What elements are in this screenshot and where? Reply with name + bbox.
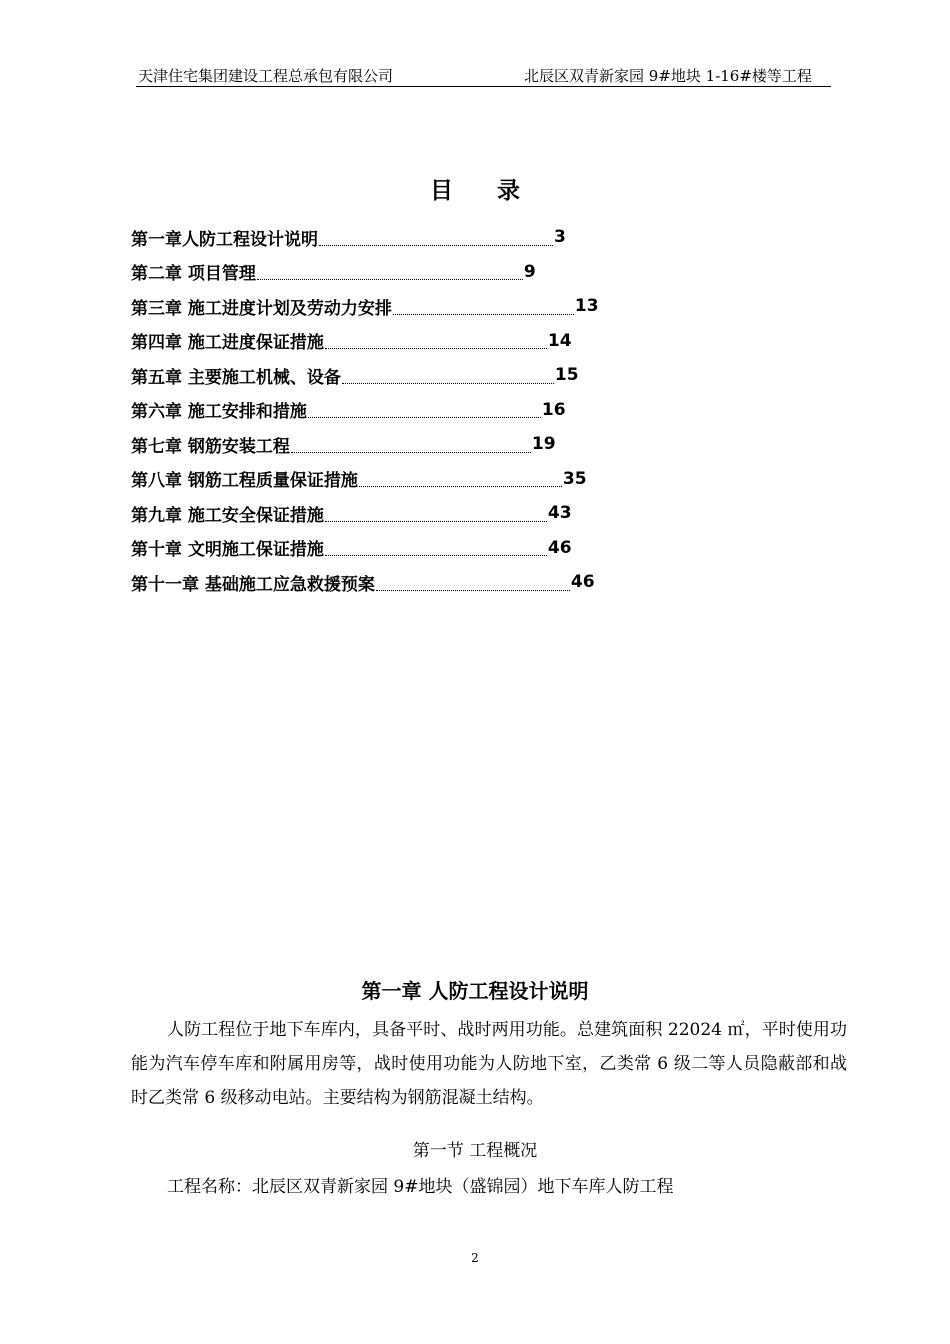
toc-entry-label: 第五章 主要施工机械、设备 xyxy=(131,367,341,388)
toc-entry-label: 第十一章 基础施工应急救援预案 xyxy=(131,574,375,595)
toc-entry[interactable] xyxy=(131,531,599,566)
toc-title xyxy=(0,172,950,205)
toc-leader xyxy=(325,554,547,556)
toc-entry-page: 3 xyxy=(554,227,566,248)
toc-entry[interactable] xyxy=(131,255,599,290)
toc-leader xyxy=(359,485,562,487)
toc-leader xyxy=(342,382,554,384)
header-company: 天津住宅集团建设工程总承包有限公司 xyxy=(138,67,394,85)
toc-entry[interactable] xyxy=(131,358,599,393)
toc-entry-page: 9 xyxy=(523,261,536,282)
header-project: 北辰区双青新家园 9#地块 1-16#楼等工程 xyxy=(524,67,812,85)
toc-entry[interactable] xyxy=(131,462,599,497)
toc-entry-page: 43 xyxy=(547,503,572,524)
toc-entry[interactable] xyxy=(131,324,599,359)
toc-entry-page: 35 xyxy=(562,468,587,489)
toc-entry[interactable] xyxy=(131,565,599,600)
toc-entry-page: 15 xyxy=(554,365,579,386)
toc-entry-page: 46 xyxy=(570,572,595,593)
toc-leader xyxy=(319,244,553,246)
toc-entry[interactable] xyxy=(131,220,599,255)
toc-entry[interactable] xyxy=(131,496,599,531)
toc-title-char-2: 录 xyxy=(497,178,520,204)
toc-entry-page: 16 xyxy=(541,399,566,420)
toc-leader xyxy=(308,416,541,418)
toc-entry[interactable] xyxy=(131,393,599,428)
chapter-title: 第一章 人防工程设计说明 xyxy=(361,979,589,1003)
project-name-line: 工程名称：北辰区双青新家园 9#地块（盛锦园）地下车库人防工程 xyxy=(167,1177,674,1197)
table-of-contents xyxy=(131,220,599,600)
toc-entry-label: 第九章 施工安全保证措施 xyxy=(131,505,324,526)
page-number: 2 xyxy=(471,1251,479,1265)
toc-entry-label: 第四章 施工进度保证措施 xyxy=(131,333,324,354)
toc-leader xyxy=(325,347,547,349)
toc-entry[interactable] xyxy=(131,289,599,324)
toc-entry[interactable] xyxy=(131,427,599,462)
toc-entry-label: 第二章 项目管理 xyxy=(131,264,256,285)
section-title: 第一节 工程概况 xyxy=(412,1141,538,1161)
page-header xyxy=(136,66,831,87)
toc-entry-page: 19 xyxy=(531,434,556,455)
chapter-paragraph: 人防工程位于地下车库内，具备平时、战时两用功能。总建筑面积 22024 ㎡，平时使用功能为汽车停车库和附属用房等，战时使用功能为人防地下室，乙类常 6 级二等人员隐蔽部和战时乙类常 6 级移动电站。主要结构为钢筋混凝土结构。 xyxy=(131,1020,847,1108)
toc-entry-page: 13 xyxy=(574,296,599,317)
toc-entry-label: 第三章 施工进度计划及劳动力安排 xyxy=(131,298,392,319)
toc-entry-label: 第八章 钢筋工程质量保证措施 xyxy=(131,471,358,492)
toc-entry-page: 46 xyxy=(547,537,572,558)
toc-entry-label: 第七章 钢筋安装工程 xyxy=(131,436,290,457)
toc-leader xyxy=(257,278,523,280)
toc-leader xyxy=(291,451,531,453)
toc-entry-label: 第一章人防工程设计说明 xyxy=(131,229,318,250)
toc-title-char-1: 目 xyxy=(430,178,453,204)
toc-leader xyxy=(393,313,574,315)
toc-entry-label: 第六章 施工安排和措施 xyxy=(131,402,307,423)
toc-leader xyxy=(376,589,570,591)
toc-entry-page: 14 xyxy=(547,330,572,351)
toc-leader xyxy=(325,520,547,522)
toc-entry-label: 第十章 文明施工保证措施 xyxy=(131,540,324,561)
